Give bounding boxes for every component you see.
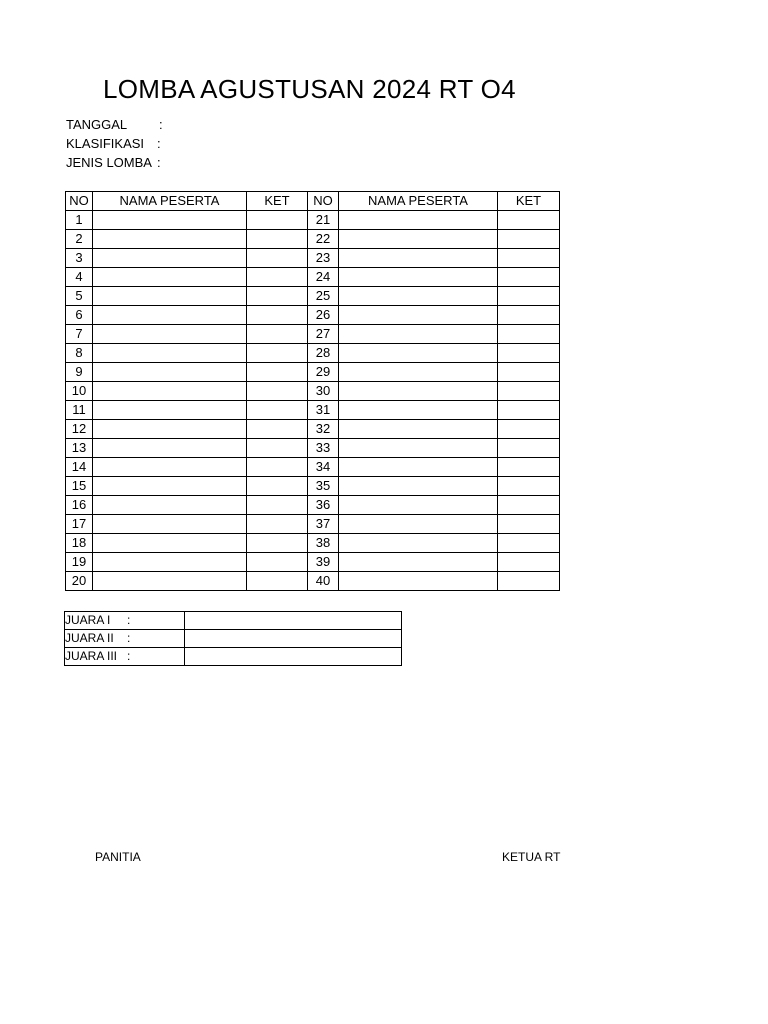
participant-name-cell[interactable]	[339, 306, 498, 325]
header-nama-peserta: NAMA PESERTA	[339, 192, 498, 211]
info-label: TANGGAL	[66, 117, 128, 132]
ket-cell[interactable]	[247, 344, 308, 363]
table-row	[66, 496, 560, 515]
ket-cell[interactable]	[498, 287, 560, 306]
participant-name-cell[interactable]	[339, 230, 498, 249]
participant-name-cell[interactable]	[339, 287, 498, 306]
ket-cell[interactable]	[498, 572, 560, 591]
winner-label-cell	[65, 648, 185, 666]
row-number: 12	[66, 420, 93, 439]
participant-name-cell[interactable]	[339, 211, 498, 230]
ket-cell[interactable]	[498, 382, 560, 401]
participant-name-cell[interactable]	[93, 249, 247, 268]
table-row	[66, 401, 560, 420]
row-number: 6	[66, 306, 93, 325]
row-number: 17	[66, 515, 93, 534]
table-row	[66, 534, 560, 553]
row-number: 14	[66, 458, 93, 477]
ket-cell[interactable]	[247, 439, 308, 458]
winner-value-cell[interactable]	[185, 612, 402, 630]
page-title: LOMBA AGUSTUSAN 2024 RT O4	[103, 74, 516, 104]
participant-name-cell[interactable]	[93, 477, 247, 496]
ket-cell[interactable]	[498, 306, 560, 325]
row-number: 13	[66, 439, 93, 458]
ket-cell[interactable]	[498, 477, 560, 496]
ket-cell[interactable]	[247, 572, 308, 591]
ket-cell[interactable]	[247, 382, 308, 401]
participants-table	[65, 191, 560, 591]
row-number: 37	[308, 515, 339, 534]
table-row	[66, 477, 560, 496]
participant-name-cell[interactable]	[339, 477, 498, 496]
participant-name-cell[interactable]	[339, 344, 498, 363]
table-row	[66, 439, 560, 458]
participant-name-cell[interactable]	[339, 420, 498, 439]
row-number: 9	[66, 363, 93, 382]
table-row	[66, 458, 560, 477]
participant-name-cell[interactable]	[93, 287, 247, 306]
winner-label: JUARA I	[65, 613, 111, 627]
header-nama-peserta: NAMA PESERTA	[93, 192, 247, 211]
table-row	[66, 572, 560, 591]
row-number: 8	[66, 344, 93, 363]
participant-name-cell[interactable]	[93, 230, 247, 249]
table-row	[66, 268, 560, 287]
table-row	[66, 306, 560, 325]
winner-value-cell[interactable]	[185, 630, 402, 648]
signature-panitia: PANITIA	[95, 850, 141, 864]
table-row	[66, 344, 560, 363]
participant-name-cell[interactable]	[339, 496, 498, 515]
info-label: JENIS LOMBA	[66, 155, 152, 170]
ket-cell[interactable]	[247, 477, 308, 496]
ket-cell[interactable]	[498, 363, 560, 382]
ket-cell[interactable]	[247, 401, 308, 420]
ket-cell[interactable]	[498, 325, 560, 344]
table-row	[66, 382, 560, 401]
row-number: 26	[308, 306, 339, 325]
participant-name-cell[interactable]	[93, 420, 247, 439]
winner-colon: :	[127, 613, 131, 627]
row-number: 40	[308, 572, 339, 591]
participant-name-cell[interactable]	[93, 401, 247, 420]
participant-name-cell[interactable]	[93, 515, 247, 534]
participant-name-cell[interactable]	[93, 211, 247, 230]
winner-row	[65, 648, 402, 666]
row-number: 10	[66, 382, 93, 401]
info-row-jenis-lomba	[66, 155, 161, 170]
participant-name-cell[interactable]	[339, 534, 498, 553]
table-row	[66, 363, 560, 382]
participant-name-cell[interactable]	[339, 325, 498, 344]
info-colon: :	[157, 136, 161, 151]
row-number: 22	[308, 230, 339, 249]
ket-cell[interactable]	[247, 553, 308, 572]
row-number: 19	[66, 553, 93, 572]
ket-cell[interactable]	[498, 439, 560, 458]
participant-name-cell[interactable]	[339, 572, 498, 591]
ket-cell[interactable]	[498, 553, 560, 572]
row-number: 33	[308, 439, 339, 458]
table-row	[66, 420, 560, 439]
ket-cell[interactable]	[247, 420, 308, 439]
row-number: 36	[308, 496, 339, 515]
table-row	[66, 287, 560, 306]
header-ket: KET	[247, 192, 308, 211]
row-number: 1	[66, 211, 93, 230]
ket-cell[interactable]	[247, 268, 308, 287]
ket-cell[interactable]	[498, 458, 560, 477]
participant-name-cell[interactable]	[93, 553, 247, 572]
row-number: 34	[308, 458, 339, 477]
table-row	[66, 515, 560, 534]
winner-colon: :	[127, 649, 131, 663]
row-number: 39	[308, 553, 339, 572]
winners-table	[64, 611, 402, 666]
ket-cell[interactable]	[247, 458, 308, 477]
participant-name-cell[interactable]	[93, 439, 247, 458]
table-row	[66, 325, 560, 344]
participant-name-cell[interactable]	[339, 363, 498, 382]
ket-cell[interactable]	[498, 401, 560, 420]
row-number: 18	[66, 534, 93, 553]
winner-row	[65, 630, 402, 648]
row-number: 24	[308, 268, 339, 287]
participant-name-cell[interactable]	[93, 325, 247, 344]
row-number: 32	[308, 420, 339, 439]
row-number: 38	[308, 534, 339, 553]
row-number: 29	[308, 363, 339, 382]
ket-cell[interactable]	[247, 287, 308, 306]
participant-name-cell[interactable]	[339, 249, 498, 268]
ket-cell[interactable]	[498, 268, 560, 287]
row-number: 5	[66, 287, 93, 306]
winner-row	[65, 612, 402, 630]
ket-cell[interactable]	[498, 534, 560, 553]
table-row	[66, 230, 560, 249]
table-row	[66, 249, 560, 268]
row-number: 11	[66, 401, 93, 420]
ket-cell[interactable]	[498, 211, 560, 230]
participant-name-cell[interactable]	[93, 363, 247, 382]
info-label: KLASIFIKASI	[66, 136, 145, 151]
ket-cell[interactable]	[498, 344, 560, 363]
ket-cell[interactable]	[247, 515, 308, 534]
ket-cell[interactable]	[498, 249, 560, 268]
table-row	[66, 211, 560, 230]
participant-name-cell[interactable]	[93, 382, 247, 401]
info-row-tanggal	[66, 117, 163, 132]
ket-cell[interactable]	[498, 496, 560, 515]
ket-cell[interactable]	[247, 325, 308, 344]
participant-name-cell[interactable]	[339, 458, 498, 477]
winner-colon: :	[127, 631, 131, 645]
ket-cell[interactable]	[498, 230, 560, 249]
row-number: 23	[308, 249, 339, 268]
participant-name-cell[interactable]	[339, 515, 498, 534]
participant-name-cell[interactable]	[339, 439, 498, 458]
participant-name-cell[interactable]	[93, 534, 247, 553]
row-number: 25	[308, 287, 339, 306]
participant-name-cell[interactable]	[339, 401, 498, 420]
ket-cell[interactable]	[247, 211, 308, 230]
header-no: NO	[308, 192, 339, 211]
row-number: 7	[66, 325, 93, 344]
info-colon: :	[159, 117, 163, 132]
participant-name-cell[interactable]	[93, 572, 247, 591]
ket-cell[interactable]	[247, 249, 308, 268]
winner-label: JUARA III	[65, 649, 118, 663]
ket-cell[interactable]	[247, 534, 308, 553]
row-number: 30	[308, 382, 339, 401]
ket-cell[interactable]	[247, 496, 308, 515]
row-number: 3	[66, 249, 93, 268]
participant-name-cell[interactable]	[339, 268, 498, 287]
participant-name-cell[interactable]	[93, 496, 247, 515]
ket-cell[interactable]	[498, 515, 560, 534]
row-number: 16	[66, 496, 93, 515]
participant-name-cell[interactable]	[93, 268, 247, 287]
row-number: 2	[66, 230, 93, 249]
row-number: 4	[66, 268, 93, 287]
ket-cell[interactable]	[247, 363, 308, 382]
row-number: 21	[308, 211, 339, 230]
row-number: 27	[308, 325, 339, 344]
ket-cell[interactable]	[498, 420, 560, 439]
winner-label: JUARA II	[65, 631, 114, 645]
row-number: 28	[308, 344, 339, 363]
row-number: 35	[308, 477, 339, 496]
participant-name-cell[interactable]	[93, 306, 247, 325]
participant-name-cell[interactable]	[93, 344, 247, 363]
winner-label-cell	[65, 630, 185, 648]
row-number: 20	[66, 572, 93, 591]
info-colon: :	[157, 155, 161, 170]
signature-ketua-rt: KETUA RT	[502, 850, 561, 864]
participant-name-cell[interactable]	[93, 458, 247, 477]
table-header-row	[66, 192, 560, 211]
row-number: 31	[308, 401, 339, 420]
winner-label-cell	[65, 612, 185, 630]
info-row-klasifikasi	[66, 136, 161, 151]
ket-cell[interactable]	[247, 230, 308, 249]
winner-value-cell[interactable]	[185, 648, 402, 666]
participant-name-cell[interactable]	[339, 382, 498, 401]
table-row	[66, 553, 560, 572]
header-no: NO	[66, 192, 93, 211]
row-number: 15	[66, 477, 93, 496]
participant-name-cell[interactable]	[339, 553, 498, 572]
header-ket: KET	[498, 192, 560, 211]
ket-cell[interactable]	[247, 306, 308, 325]
